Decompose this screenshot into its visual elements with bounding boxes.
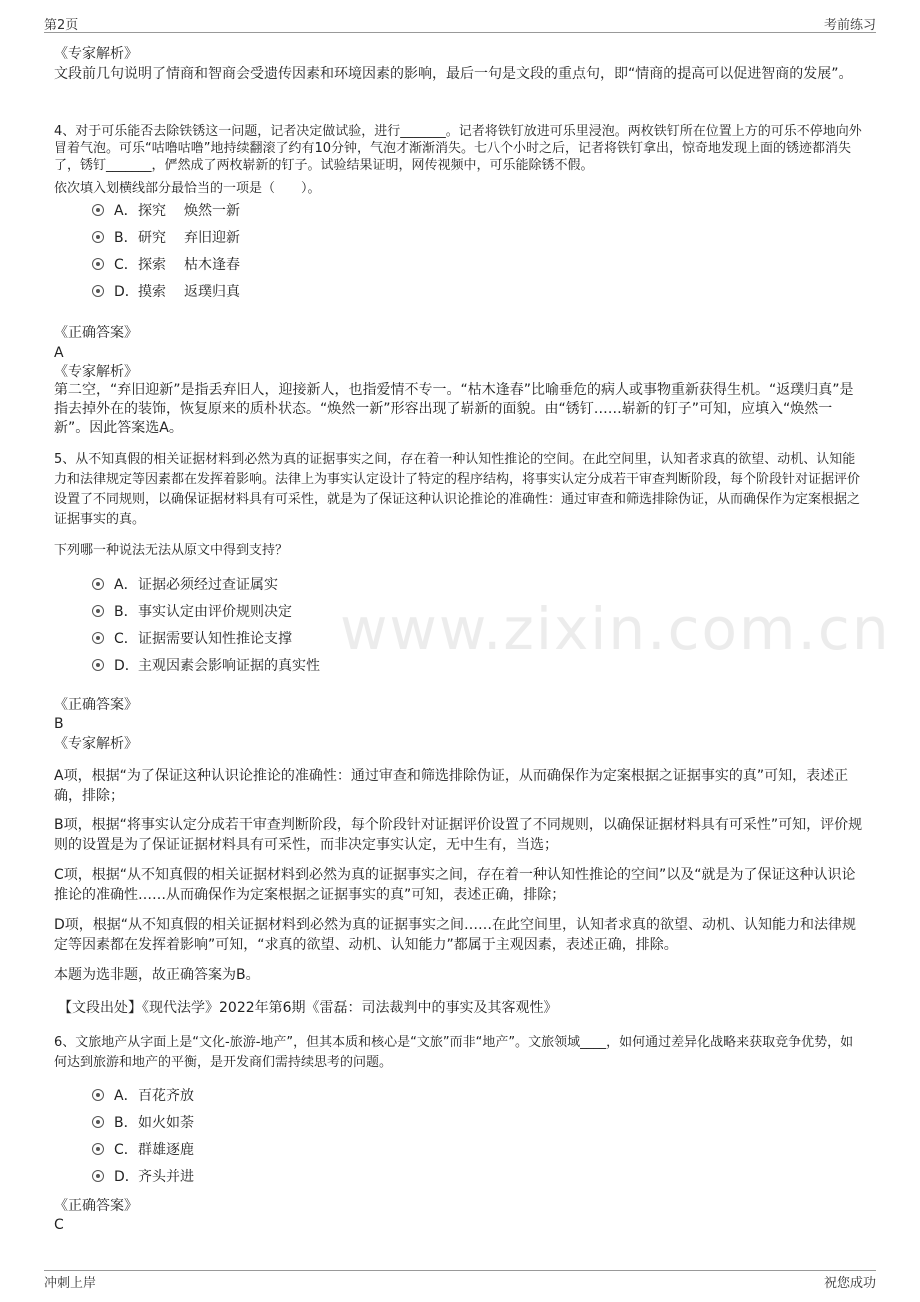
q6-option-a[interactable]: A．百花齐放 bbox=[92, 1086, 194, 1106]
q4-answer: A bbox=[54, 345, 64, 361]
q4-option-b[interactable]: B．研究 弃旧迎新 bbox=[92, 228, 240, 248]
footer-left: 冲刺上岸 bbox=[44, 1276, 97, 1291]
radio-icon[interactable] bbox=[92, 632, 104, 644]
footer-right: 祝您成功 bbox=[823, 1276, 876, 1291]
radio-icon[interactable] bbox=[92, 1116, 104, 1128]
q4-stem: 4、对于可乐能否去除铁锈这一问题，记者决定做试验，进行_______。记者将铁钉放进可乐里浸泡。两枚铁钉所在位置上方的可乐不停地向外冒着气泡。可乐“咕噜咕噜”地持续翻滚了约有10分钟，气泡才渐渐消失。七八个小时之后，记者将铁钉拿出，惊奇地发现上面的锈迹都消失了，锈钉_______，俨然成了两枚崭新的钉子。试验结果证明，网传视频中，可乐能除锈不假。 bbox=[54, 124, 862, 173]
q6-option-b[interactable]: B．如火如荼 bbox=[92, 1113, 194, 1133]
q6-answer: C bbox=[54, 1217, 64, 1233]
q3-analysis: 文段前几句说明了情商和智商会受遗传因素和环境因素的影响，最后一句是文段的重点句，即“情商的提高可以促进智商的发展”。 bbox=[54, 66, 853, 82]
page-footer bbox=[44, 1270, 876, 1290]
radio-icon[interactable] bbox=[92, 605, 104, 617]
q5-analysis-c: C项，根据“从不知真假的相关证据材料到必然为真的证据事实之间，存在着一种认知性推论的空间”以及“就是为了保证这种认识论推论的准确性……从而确保作为定案根据之证据事实的真”可知，表述正确，排除； bbox=[54, 867, 856, 903]
q5-option-a[interactable]: A．证据必须经过查证属实 bbox=[92, 575, 278, 595]
q3-analysis-label: 《专家解析》 bbox=[54, 46, 138, 62]
q5-stem: 5、从不知真假的相关证据材料到必然为真的证据事实之间，存在着一种认知性推论的空间。在此空间里，认知者求真的欲望、动机、认知能力和法律规定等因素都在发挥着影响。法律上为事实认定设计了特定的程序结构，将事实认定分成若干审查判断阶段，每个阶段针对证据评价设置了不同规则，以确保证据材料具有可采性，就是为了保证这种认识论推论的准确性：通过审查和筛选排除伪证，从而确保作为定案根据之证据事实的真。 bbox=[54, 452, 861, 527]
q5-analysis-b: B项，根据“将事实认定分成若干审查判断阶段，每个阶段针对证据评价设置了不同规则，以确保证据材料具有可采性”可知，评价规则的设置是为了保证证据材料具有可采性，而非决定事实认定，无中生有，当选； bbox=[54, 817, 863, 853]
q5-option-b[interactable]: B．事实认定由评价规则决定 bbox=[92, 602, 292, 622]
header-title: 考前练习 bbox=[823, 18, 876, 33]
radio-icon[interactable] bbox=[92, 258, 104, 270]
q4-option-d[interactable]: D．摸索 返璞归真 bbox=[92, 282, 240, 302]
radio-icon[interactable] bbox=[92, 231, 104, 243]
q6-stem: 6、文旅地产从字面上是“文化-旅游-地产”，但其本质和核心是“文旅”而非“地产”。文旅领域____，如何通过差异化战略来获取竞争优势，如何达到旅游和地产的平衡，是开发商们需持续思考的问题。 bbox=[54, 1035, 854, 1070]
radio-icon[interactable] bbox=[92, 1143, 104, 1155]
radio-icon[interactable] bbox=[92, 659, 104, 671]
radio-icon[interactable] bbox=[92, 204, 104, 216]
radio-icon[interactable] bbox=[92, 1170, 104, 1182]
page-number: 第2页 bbox=[44, 18, 79, 33]
q5-analysis-a: A项，根据“为了保证这种认识论推论的准确性：通过审查和筛选排除伪证，从而确保作为定案根据之证据事实的真”可知，表述正确，排除； bbox=[54, 768, 849, 804]
q5-conclusion: 本题为选非题，故正确答案为B。 bbox=[54, 967, 260, 983]
q5-option-d[interactable]: D．主观因素会影响证据的真实性 bbox=[92, 656, 320, 676]
q4-option-a[interactable]: A．探究 焕然一新 bbox=[92, 201, 240, 221]
q4-prompt: 依次填入划横线部分最恰当的一项是（ ）。 bbox=[54, 181, 321, 196]
radio-icon[interactable] bbox=[92, 1089, 104, 1101]
q6-option-c[interactable]: C．群雄逐鹿 bbox=[92, 1140, 194, 1160]
q5-answer-label: 《正确答案》 bbox=[54, 697, 138, 713]
q5-option-c[interactable]: C．证据需要认知性推论支撑 bbox=[92, 629, 292, 649]
q4-option-c[interactable]: C．探索 枯木逢春 bbox=[92, 255, 240, 275]
q4-analysis-label: 《专家解析》 bbox=[54, 364, 138, 380]
q6-answer-label: 《正确答案》 bbox=[54, 1198, 138, 1214]
radio-icon[interactable] bbox=[92, 578, 104, 590]
q5-analysis-d: D项，根据“从不知真假的相关证据材料到必然为真的证据事实之间……在此空间里，认知者求真的欲望、动机、认知能力和法律规定等因素都在发挥着影响”可知，“求真的欲望、动机、认知能力”都属于主观因素，表述正确，排除。 bbox=[54, 917, 857, 953]
page-header bbox=[44, 14, 876, 33]
q5-prompt: 下列哪一种说法无法从原文中得到支持？ bbox=[54, 543, 289, 558]
q5-answer: B bbox=[54, 716, 64, 732]
q4-analysis: 第二空，“弃旧迎新”是指丢弃旧人，迎接新人，也指爱情不专一。“枯木逢春”比喻垂危的病人或事物重新获得生机。“返璞归真”是指去掉外在的装饰，恢复原来的质朴状态。“焕然一新”形容出现了崭新的面貌。由“锈钉……崭新的钉子”可知，应填入“焕然一新”。因此答案选A。 bbox=[54, 382, 854, 436]
q5-source: 【文段出处】《现代法学》2022年第6期《雷磊：司法裁判中的事实及其客观性》 bbox=[58, 1000, 558, 1016]
q5-analysis-label: 《专家解析》 bbox=[54, 736, 138, 752]
q4-answer-label: 《正确答案》 bbox=[54, 325, 138, 341]
q6-option-d[interactable]: D．齐头并进 bbox=[92, 1167, 194, 1187]
radio-icon[interactable] bbox=[92, 285, 104, 297]
watermark: www.zixin.com.cn bbox=[340, 595, 891, 663]
